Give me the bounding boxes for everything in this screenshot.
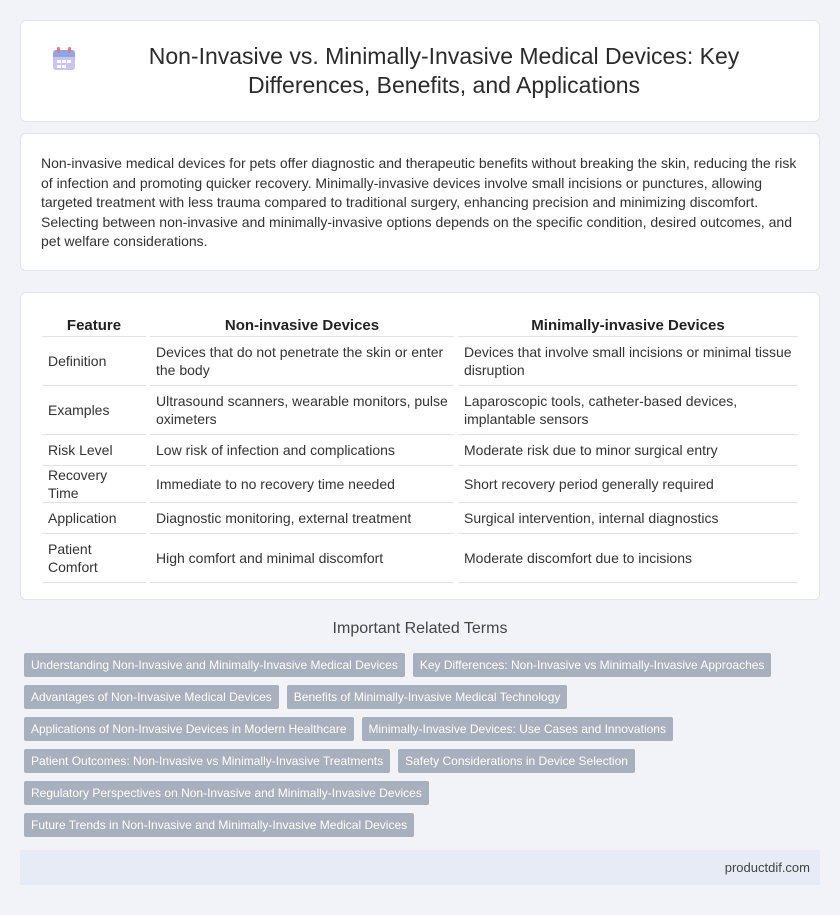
related-term-link[interactable]: Future Trends in Non-Invasive and Minimally-Invasive Medical Devices (24, 813, 414, 837)
related-term-link[interactable]: Minimally-Invasive Devices: Use Cases and Innovations (362, 717, 673, 741)
related-term-link[interactable]: Advantages of Non-Invasive Medical Devices (24, 685, 279, 709)
calendar-icon (51, 46, 77, 72)
related-terms-list (24, 653, 804, 837)
related-terms-title: Important Related Terms (332, 620, 508, 637)
related-term-link[interactable]: Patient Outcomes: Non-Invasive vs Minimally-Invasive Treatments (24, 749, 390, 773)
row-feature: Definition (42, 337, 146, 386)
row-minimally-invasive: Moderate discomfort due to incisions (458, 534, 798, 583)
row-feature: Application (42, 503, 146, 534)
header-feature: Feature (42, 313, 146, 337)
table-row (42, 435, 798, 466)
related-term-link[interactable]: Benefits of Minimally-Invasive Medical Technology (287, 685, 568, 709)
header-minimally-invasive: Minimally-invasive Devices (458, 313, 798, 337)
table-row (42, 466, 798, 503)
row-non-invasive: Diagnostic monitoring, external treatment (150, 503, 454, 534)
table-row (42, 386, 798, 435)
related-term-link[interactable]: Understanding Non-Invasive and Minimally-Invasive Medical Devices (24, 653, 405, 677)
row-non-invasive: High comfort and minimal discomfort (150, 534, 454, 583)
comparison-table (42, 313, 798, 583)
footer-site-link[interactable]: productdif.com (724, 860, 810, 875)
row-non-invasive: Ultrasound scanners, wearable monitors, pulse oximeters (150, 386, 454, 435)
row-minimally-invasive: Short recovery period generally required (458, 466, 798, 503)
table-row (42, 337, 798, 386)
intro-paragraph: Non-invasive medical devices for pets offer diagnostic and therapeutic benefits without breaking the skin, reducing the risk of infection and promoting quicker recovery. Minimally-invasive devices involve small incisions or punctures, allowing targeted treatment with less trauma compared to traditional surgery, enhancing precision and minimizing discomfort. Selecting between non-invasive and minimally-invasive options depends on the specific condition, desired outcomes, and pet welfare considerations. (41, 155, 797, 249)
row-non-invasive: Immediate to no recovery time needed (150, 466, 454, 503)
related-term-link[interactable]: Applications of Non-Invasive Devices in Modern Healthcare (24, 717, 354, 741)
table-row (42, 503, 798, 534)
row-non-invasive: Low risk of infection and complications (150, 435, 454, 466)
related-term-link[interactable]: Safety Considerations in Device Selection (398, 749, 635, 773)
footer (20, 850, 820, 885)
row-non-invasive: Devices that do not penetrate the skin or enter the body (150, 337, 454, 386)
row-minimally-invasive: Laparoscopic tools, catheter-based devices, implantable sensors (458, 386, 798, 435)
title-card (20, 20, 820, 122)
row-minimally-invasive: Moderate risk due to minor surgical entry (458, 435, 798, 466)
row-minimally-invasive: Surgical intervention, internal diagnostics (458, 503, 798, 534)
row-feature: Patient Comfort (42, 534, 146, 583)
intro-card (20, 133, 820, 271)
related-term-link[interactable]: Key Differences: Non-Invasive vs Minimally-Invasive Approaches (413, 653, 772, 677)
table-row (42, 534, 798, 583)
row-feature: Examples (42, 386, 146, 435)
comparison-card (20, 292, 820, 600)
related-term-link[interactable]: Regulatory Perspectives on Non-Invasive and Minimally-Invasive Devices (24, 781, 429, 805)
row-feature: Recovery Time (42, 466, 146, 503)
header-non-invasive: Non-invasive Devices (150, 313, 454, 337)
row-feature: Risk Level (42, 435, 146, 466)
table-header-row (42, 313, 798, 337)
page-title: Non-Invasive vs. Minimally-Invasive Medical Devices: Key Differences, Benefits, and Applications (148, 43, 740, 98)
row-minimally-invasive: Devices that involve small incisions or minimal tissue disruption (458, 337, 798, 386)
